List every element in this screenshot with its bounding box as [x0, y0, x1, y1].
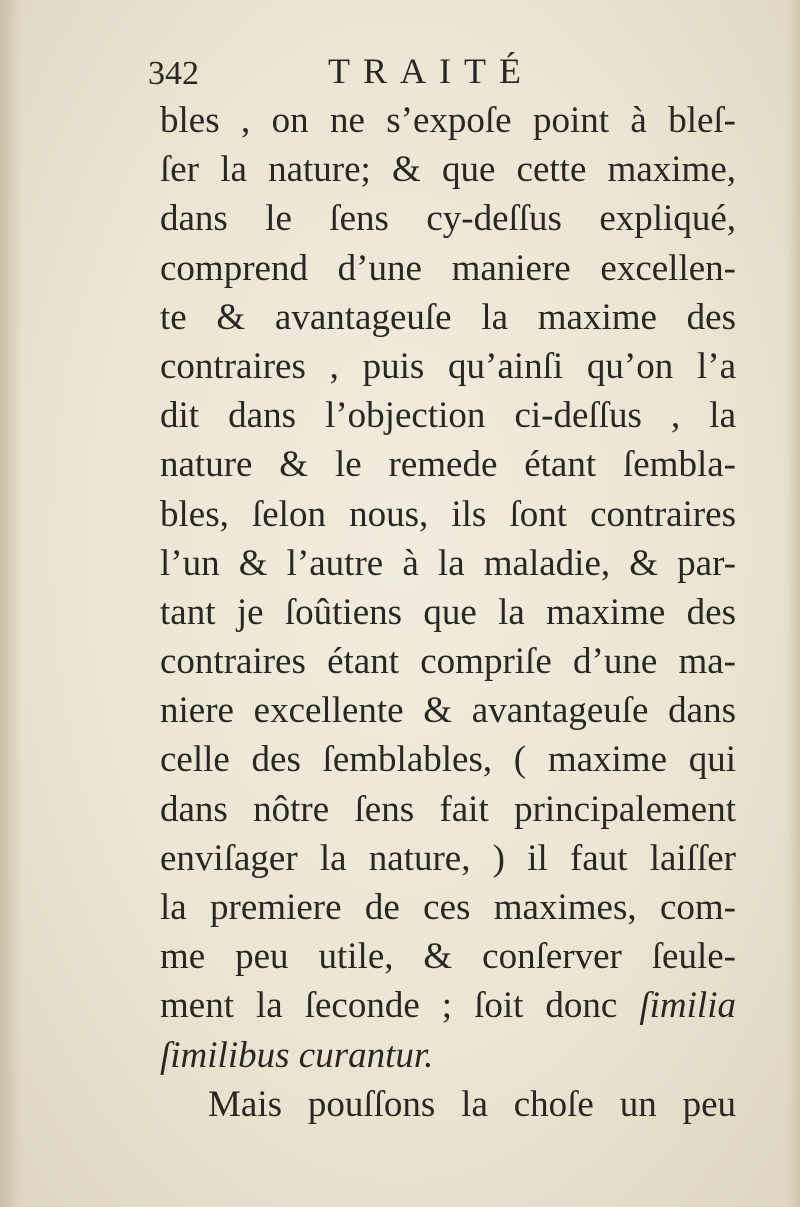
text-line: te & avantageuſe la maxime des — [160, 296, 736, 338]
text-line: dans nôtre ſens fait principalement — [160, 788, 736, 830]
body-text — [160, 96, 736, 1129]
text-line-roman: ment la ſeconde ; ſoit donc — [160, 985, 618, 1027]
text-line: me peu utile, & conſerver ſeule- — [160, 936, 736, 978]
page-header — [148, 46, 748, 96]
text-line: enviſager la nature, ) il faut laiſſer — [160, 837, 736, 879]
text-line — [160, 981, 736, 1030]
running-title: TRAITÉ — [328, 51, 534, 91]
text-line: tant je ſoûtiens que la maxime des — [160, 591, 736, 633]
text-line: bles, ſelon nous, ils ſont contraires — [160, 493, 736, 535]
text-line: contraires , puis qu’ainſi qu’on l’a — [160, 345, 736, 387]
page-number: 342 — [148, 55, 199, 92]
text-line: contraires étant compriſe d’une ma- — [160, 641, 736, 683]
text-line: comprend d’une maniere excellen- — [160, 247, 736, 289]
text-line: la premiere de ces maximes, com- — [160, 887, 736, 928]
text-line: celle des ſemblables, ( maxime qui — [160, 739, 736, 781]
text-line: dans le ſens cy-deſſus expliqué, — [160, 198, 736, 240]
text-line: nature & le remede étant ſembla- — [160, 444, 736, 486]
paragraph-start-line: Mais pouſſons la choſe un peu — [208, 1083, 736, 1125]
latin-phrase-start: ſimilia — [639, 985, 736, 1027]
text-line: ſer la nature; & que cette maxime, — [160, 149, 736, 191]
text-line: bles , on ne s’expoſe point à bleſ- — [160, 100, 736, 141]
text-line: dit dans l’objection ci-deſſus , la — [160, 395, 736, 437]
text-line: l’un & l’autre à la maladie, & par- — [160, 542, 736, 584]
latin-phrase-end: ſimilibus curantur. — [160, 1034, 434, 1076]
text-line: niere excellente & avantageuſe dans — [160, 690, 736, 732]
